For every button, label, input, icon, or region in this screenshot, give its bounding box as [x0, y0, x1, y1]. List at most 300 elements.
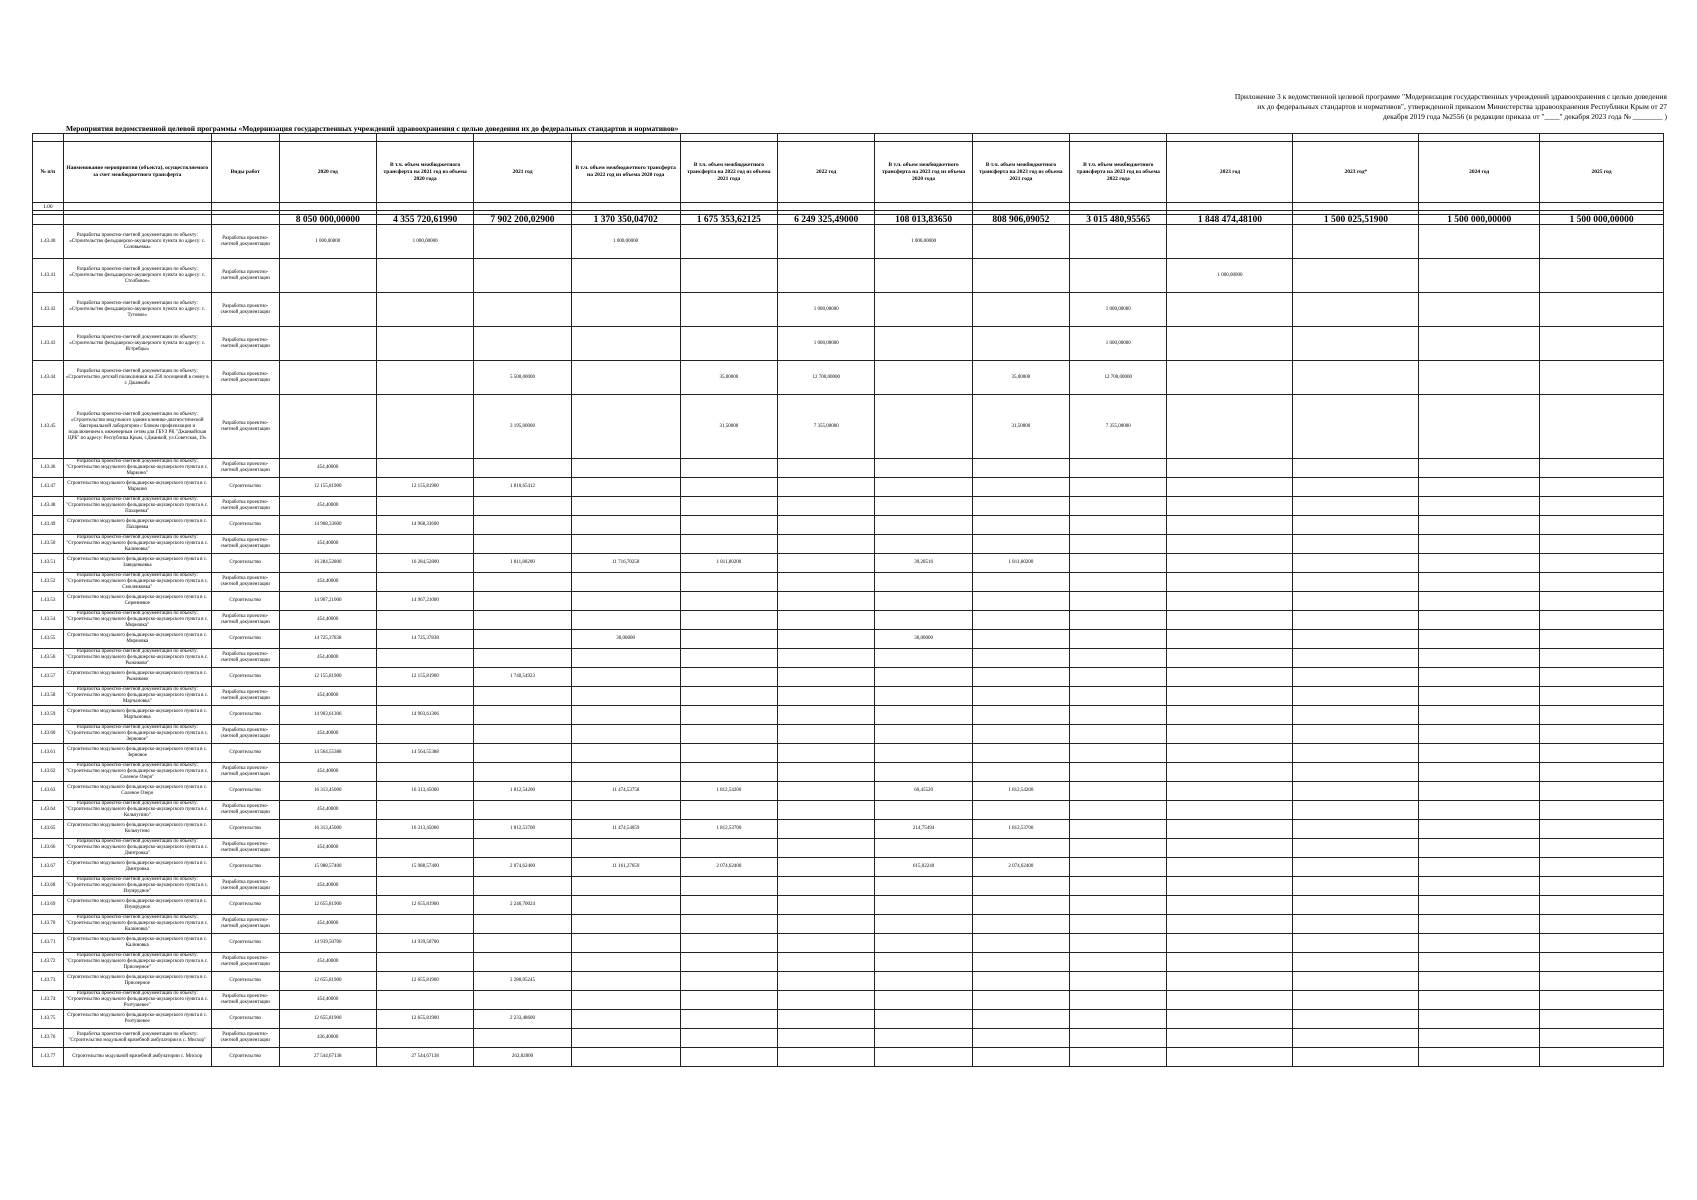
amount-cell: 12 700,00000: [1070, 361, 1167, 395]
amount-cell: [1419, 293, 1540, 327]
amount-cell: [1293, 839, 1419, 858]
amount-cell: 14 903,61306: [376, 706, 473, 725]
amount-cell: [875, 1029, 972, 1048]
row-number: 1.43.67: [33, 858, 64, 877]
appendix-note-line: декабря 2019 года №2556 (в редакции приказа от "____" декабря 2023 года № ________ ): [1382, 112, 1667, 121]
amount-cell: [1419, 1048, 1540, 1067]
amount-cell: [875, 953, 972, 972]
empty-cell: [875, 134, 972, 142]
amount-cell: [972, 592, 1069, 611]
empty-cell: [1167, 134, 1293, 142]
amount-cell: [1419, 630, 1540, 649]
row-number: 1.43.69: [33, 896, 64, 915]
amount-cell: [778, 592, 875, 611]
amount-cell: [972, 953, 1069, 972]
amount-cell: 454,40000: [279, 915, 376, 934]
column-header: В т.ч. объем межбюджетного трансферта на 2021 год из объема 2020 года: [376, 142, 473, 203]
amount-cell: [972, 801, 1069, 820]
amount-cell: [571, 1048, 680, 1067]
amount-cell: [680, 763, 777, 782]
amount-cell: [474, 630, 571, 649]
amount-cell: [778, 1048, 875, 1067]
empty-cell: [680, 134, 777, 142]
amount-cell: [1540, 630, 1664, 649]
amount-cell: [1419, 934, 1540, 953]
amount-cell: [778, 782, 875, 801]
amount-cell: [1540, 293, 1664, 327]
row-number: 1.43.59: [33, 706, 64, 725]
amount-cell: [1293, 877, 1419, 896]
amount-cell: [376, 991, 473, 1010]
row-number: 1.43.53: [33, 592, 64, 611]
amount-cell: [680, 915, 777, 934]
amount-cell: [474, 649, 571, 668]
work-type: Разработка проектно-сметной документации: [211, 497, 279, 516]
column-header: 2023 год*: [1293, 142, 1419, 203]
amount-cell: [1293, 744, 1419, 763]
totals-row: [33, 215, 1664, 225]
amount-cell: [778, 820, 875, 839]
row-number: 1.43.74: [33, 991, 64, 1010]
amount-cell: [1419, 858, 1540, 877]
amount-cell: [1419, 896, 1540, 915]
amount-cell: [474, 801, 571, 820]
measure-name: Разработка проектно-сметной документации по объекту: «Строительство детской поликлиники на 250 посещений в смену в г. Джанкой»: [63, 361, 211, 395]
amount-cell: [1419, 953, 1540, 972]
amount-cell: [1167, 725, 1293, 744]
table-row: [33, 497, 1664, 516]
total-value: 808 906,09052: [972, 215, 1069, 225]
amount-cell: 5 500,00000: [474, 361, 571, 395]
amount-cell: [1540, 934, 1664, 953]
amount-cell: 454,40000: [279, 801, 376, 820]
amount-cell: 454,40000: [279, 497, 376, 516]
empty-cell: [279, 203, 376, 211]
measure-name: Разработка проектно-сметной документации по объекту: «Строительство фельдшерско-акушерского пункта по адресу: с. Столбовое»: [63, 259, 211, 293]
amount-cell: [1419, 1010, 1540, 1029]
amount-cell: 30,00000: [875, 630, 972, 649]
amount-cell: [778, 1010, 875, 1029]
amount-cell: [571, 934, 680, 953]
amount-cell: [680, 1048, 777, 1067]
amount-cell: [1293, 573, 1419, 592]
amount-cell: 14 725,37838: [279, 630, 376, 649]
table-row: [33, 259, 1664, 293]
amount-cell: [1070, 225, 1167, 259]
amount-cell: 1 811,80200: [474, 554, 571, 573]
amount-cell: [1419, 535, 1540, 554]
table-row: [33, 225, 1664, 259]
amount-cell: [1419, 1029, 1540, 1048]
amount-cell: 60,45520: [875, 782, 972, 801]
amount-cell: [1167, 801, 1293, 820]
amount-cell: [1419, 820, 1540, 839]
empty-cell: [571, 134, 680, 142]
amount-cell: [1070, 896, 1167, 915]
row-number: 1.43.50: [33, 535, 64, 554]
amount-cell: [875, 293, 972, 327]
table-row: [33, 744, 1664, 763]
amount-cell: [376, 497, 473, 516]
column-header: 2021 год: [474, 142, 571, 203]
work-type: Строительство: [211, 1048, 279, 1067]
amount-cell: [1167, 293, 1293, 327]
amount-cell: [1293, 516, 1419, 535]
total-value: 6 249 325,49000: [778, 215, 875, 225]
amount-cell: [279, 361, 376, 395]
amount-cell: [571, 687, 680, 706]
amount-cell: [571, 668, 680, 687]
amount-cell: [1167, 934, 1293, 953]
amount-cell: 11 161,27659: [571, 858, 680, 877]
measure-name: Строительство модульного фельдшерско-акушерского пункта в с. Дмитровка: [63, 858, 211, 877]
amount-cell: [376, 361, 473, 395]
amount-cell: [1167, 225, 1293, 259]
amount-cell: [1293, 649, 1419, 668]
amount-cell: [1070, 1010, 1167, 1029]
amount-cell: [1419, 991, 1540, 1010]
amount-cell: 1 812,54200: [972, 782, 1069, 801]
amount-cell: [571, 592, 680, 611]
table-row: [33, 327, 1664, 361]
amount-cell: 7 355,00000: [778, 395, 875, 459]
amount-cell: [1419, 259, 1540, 293]
amount-cell: 3 195,00000: [474, 395, 571, 459]
row-number: 1.43.75: [33, 1010, 64, 1029]
amount-cell: [1167, 327, 1293, 361]
amount-cell: [1419, 459, 1540, 478]
amount-cell: [1293, 535, 1419, 554]
amount-cell: [571, 1029, 680, 1048]
amount-cell: [778, 953, 875, 972]
amount-cell: [1167, 535, 1293, 554]
table-header-row: [33, 142, 1664, 203]
measure-name: Разработка проектно-сметной документации по объекту: "Строительство модульного фельдшерско-акушерского пункта в с. Изумрудное": [63, 877, 211, 896]
amount-cell: [1293, 706, 1419, 725]
amount-cell: [1540, 706, 1664, 725]
amount-cell: 11 716,70258: [571, 554, 680, 573]
amount-cell: [571, 259, 680, 293]
amount-cell: [778, 611, 875, 630]
amount-cell: [1167, 744, 1293, 763]
amount-cell: [376, 915, 473, 934]
amount-cell: 14 903,61306: [279, 706, 376, 725]
amount-cell: [1419, 573, 1540, 592]
amount-cell: 16 284,52800: [279, 554, 376, 573]
amount-cell: [972, 687, 1069, 706]
empty-cell: [376, 134, 473, 142]
amount-cell: [680, 896, 777, 915]
amount-cell: [1293, 611, 1419, 630]
row-number: 1.43.65: [33, 820, 64, 839]
amount-cell: 12 655,81900: [376, 972, 473, 991]
amount-cell: [1293, 1048, 1419, 1067]
amount-cell: [972, 649, 1069, 668]
amount-cell: [474, 592, 571, 611]
amount-cell: [875, 395, 972, 459]
amount-cell: [1419, 839, 1540, 858]
amount-cell: [376, 953, 473, 972]
work-type: Разработка проектно-сметной документации: [211, 725, 279, 744]
amount-cell: 1 812,53700: [680, 820, 777, 839]
amount-cell: [1167, 478, 1293, 497]
measure-name: Разработка проектно-сметной документации по объекту: "Строительство модульного фельдшерско-акушерского пункта в с. Пахаревка": [63, 497, 211, 516]
amount-cell: [1070, 459, 1167, 478]
amount-cell: 14 967,21000: [376, 592, 473, 611]
amount-cell: 1 000,00000: [1167, 259, 1293, 293]
amount-cell: 1 812,54200: [474, 782, 571, 801]
amount-cell: [1070, 915, 1167, 934]
amount-cell: [875, 516, 972, 535]
row-number: 1.43.57: [33, 668, 64, 687]
appendix-note: [1187, 92, 1667, 122]
work-type: Разработка проектно-сметной документации: [211, 611, 279, 630]
amount-cell: [778, 554, 875, 573]
amount-cell: [1419, 668, 1540, 687]
empty-cell: [1070, 203, 1167, 211]
table-row: [33, 782, 1664, 801]
amount-cell: [1167, 573, 1293, 592]
empty-cell: [778, 134, 875, 142]
amount-cell: 1 811,80200: [972, 554, 1069, 573]
measure-name: Строительство модульного фельдшерско-акушерского пункта в с. Мартыновка: [63, 706, 211, 725]
amount-cell: 1 000,00000: [571, 225, 680, 259]
table-row: [33, 361, 1664, 395]
amount-cell: 14 968,33600: [279, 516, 376, 535]
amount-cell: 12 155,81900: [376, 668, 473, 687]
amount-cell: 12 155,81900: [279, 668, 376, 687]
table-row: [33, 1010, 1664, 1029]
table-row: [33, 915, 1664, 934]
table-row: [33, 478, 1664, 497]
amount-cell: [972, 630, 1069, 649]
amount-cell: [1293, 668, 1419, 687]
empty-cell: [1540, 203, 1664, 211]
amount-cell: [1293, 991, 1419, 1010]
amount-cell: [1293, 361, 1419, 395]
work-type: Строительство: [211, 706, 279, 725]
empty-cell: [33, 215, 64, 225]
empty-cell: [376, 203, 473, 211]
work-type: Разработка проектно-сметной документации: [211, 953, 279, 972]
amount-cell: [571, 763, 680, 782]
amount-cell: [474, 687, 571, 706]
empty-cell: [474, 203, 571, 211]
work-type: Разработка проектно-сметной документации: [211, 877, 279, 896]
amount-cell: [1293, 782, 1419, 801]
amount-cell: [571, 915, 680, 934]
amount-cell: 30,00000: [571, 630, 680, 649]
amount-cell: [1419, 225, 1540, 259]
appendix-note-line: Приложение 3 к ведомственной целевой программе "Модернизация государственных учреждений здравоохранения с целью доведения: [1234, 92, 1667, 101]
amount-cell: [875, 801, 972, 820]
amount-cell: [1167, 706, 1293, 725]
amount-cell: [474, 725, 571, 744]
amount-cell: [1167, 953, 1293, 972]
amount-cell: [875, 459, 972, 478]
amount-cell: [571, 877, 680, 896]
row-number: 1.43.56: [33, 649, 64, 668]
amount-cell: [875, 877, 972, 896]
amount-cell: [1070, 497, 1167, 516]
amount-cell: [1540, 782, 1664, 801]
measure-name: Строительство модульного фельдшерско-акушерского пункта в с. Соленое Озеро: [63, 782, 211, 801]
work-type: Разработка проектно-сметной документации: [211, 535, 279, 554]
amount-cell: [778, 630, 875, 649]
table-row: [33, 706, 1664, 725]
empty-cell: [474, 134, 571, 142]
amount-cell: [1293, 630, 1419, 649]
amount-cell: [571, 516, 680, 535]
amount-cell: [1419, 744, 1540, 763]
column-header: 2025 год: [1540, 142, 1664, 203]
amount-cell: [1070, 706, 1167, 725]
amount-cell: [571, 801, 680, 820]
amount-cell: [875, 478, 972, 497]
amount-cell: [680, 668, 777, 687]
amount-cell: [778, 915, 875, 934]
amount-cell: [778, 706, 875, 725]
amount-cell: [474, 497, 571, 516]
amount-cell: [972, 1048, 1069, 1067]
measure-name: Разработка проектно-сметной документации по объекту: «Строительство фельдшерско-акушерского пункта по адресу: с. Тутовое»: [63, 293, 211, 327]
amount-cell: [474, 535, 571, 554]
amount-cell: [680, 516, 777, 535]
amount-cell: [1540, 225, 1664, 259]
amount-cell: 12 155,81900: [279, 478, 376, 497]
amount-cell: 2 246,70024: [474, 896, 571, 915]
total-value: 1 500 000,00000: [1419, 215, 1540, 225]
measure-name: Разработка проектно-сметной документации по объекту: "Строительство модульного фельдшерско-акушерского пункта в с. Рыжиково": [63, 649, 211, 668]
amount-cell: [1070, 991, 1167, 1010]
table-row: [33, 395, 1664, 459]
amount-cell: 1 812,53700: [972, 820, 1069, 839]
amount-cell: [680, 459, 777, 478]
amount-cell: 454,40000: [279, 953, 376, 972]
amount-cell: [1419, 915, 1540, 934]
work-type: Разработка проектно-сметной документации: [211, 225, 279, 259]
empty-cell: [211, 134, 279, 142]
work-type: Строительство: [211, 820, 279, 839]
amount-cell: [680, 497, 777, 516]
amount-cell: [376, 877, 473, 896]
amount-cell: [680, 649, 777, 668]
amount-cell: [474, 877, 571, 896]
work-type: Строительство: [211, 972, 279, 991]
amount-cell: [1167, 972, 1293, 991]
table-row: [33, 953, 1664, 972]
amount-cell: [376, 259, 473, 293]
measure-name: Строительство модульного фельдшерско-акушерского пункта в с. Маркино: [63, 478, 211, 497]
work-type: Разработка проектно-сметной документации: [211, 259, 279, 293]
amount-cell: [680, 535, 777, 554]
amount-cell: [680, 592, 777, 611]
amount-cell: 14 939,50700: [279, 934, 376, 953]
amount-cell: [1167, 915, 1293, 934]
amount-cell: 14 967,21000: [279, 592, 376, 611]
amount-cell: [875, 991, 972, 1010]
amount-cell: 454,40000: [279, 763, 376, 782]
amount-cell: 2 074,62400: [474, 858, 571, 877]
amount-cell: [778, 225, 875, 259]
amount-cell: [680, 225, 777, 259]
amount-cell: [778, 858, 875, 877]
amount-cell: 14 725,37838: [376, 630, 473, 649]
amount-cell: 454,40000: [279, 459, 376, 478]
amount-cell: [279, 259, 376, 293]
amount-cell: [972, 763, 1069, 782]
column-header: 2023 год: [1167, 142, 1293, 203]
work-type: Разработка проектно-сметной документации: [211, 839, 279, 858]
amount-cell: [1419, 395, 1540, 459]
amount-cell: [1167, 649, 1293, 668]
amount-cell: [972, 516, 1069, 535]
amount-cell: 12 655,81900: [279, 972, 376, 991]
measure-name: Разработка проектно-сметной документации по объекту: «Строительство фельдшерско-акушерского пункта по адресу: с. Ястребцы»: [63, 327, 211, 361]
total-value: 8 050 000,00000: [279, 215, 376, 225]
amount-cell: [875, 915, 972, 934]
amount-cell: [972, 611, 1069, 630]
amount-cell: 12 655,81900: [376, 1010, 473, 1029]
amount-cell: [778, 744, 875, 763]
amount-cell: [571, 478, 680, 497]
amount-cell: 16 313,45000: [376, 782, 473, 801]
amount-cell: [778, 516, 875, 535]
amount-cell: [680, 725, 777, 744]
amount-cell: [1070, 763, 1167, 782]
amount-cell: [1419, 478, 1540, 497]
amount-cell: [571, 293, 680, 327]
measure-name: Разработка проектно-сметной документации по объекту: "Строительство модульного фельдшерско-акушерского пункта в с. Дмитровка": [63, 839, 211, 858]
row-number: 1.43.64: [33, 801, 64, 820]
amount-cell: 14 564,55388: [376, 744, 473, 763]
empty-cell: [1419, 203, 1540, 211]
amount-cell: [474, 915, 571, 934]
amount-cell: [1540, 611, 1664, 630]
amount-cell: [1070, 630, 1167, 649]
work-type: Разработка проектно-сметной документации: [211, 293, 279, 327]
amount-cell: 12 655,81900: [279, 1010, 376, 1029]
amount-cell: 454,40000: [279, 839, 376, 858]
work-type: Разработка проектно-сметной документации: [211, 915, 279, 934]
amount-cell: [875, 327, 972, 361]
work-type: Разработка проектно-сметной документации: [211, 459, 279, 478]
amount-cell: 454,40000: [279, 535, 376, 554]
amount-cell: [972, 706, 1069, 725]
amount-cell: [1419, 687, 1540, 706]
amount-cell: [1293, 459, 1419, 478]
amount-cell: [1419, 516, 1540, 535]
total-value: 4 355 720,61990: [376, 215, 473, 225]
amount-cell: 12 655,81900: [279, 896, 376, 915]
row-number: 1.43.42: [33, 293, 64, 327]
total-value: 1 500 025,51900: [1293, 215, 1419, 225]
amount-cell: [1540, 915, 1664, 934]
amount-cell: [1070, 877, 1167, 896]
amount-cell: [376, 801, 473, 820]
amount-cell: 1 000,00000: [778, 293, 875, 327]
column-header: В т.ч. объем межбюджетного трансферта на 2023 год из объема 2021 года: [972, 142, 1069, 203]
amount-cell: [376, 535, 473, 554]
row-number: 1.43.61: [33, 744, 64, 763]
empty-cell: [972, 134, 1069, 142]
table-row: [33, 858, 1664, 877]
amount-cell: 16 284,52800: [376, 554, 473, 573]
amount-cell: [1167, 820, 1293, 839]
amount-cell: [972, 259, 1069, 293]
empty-cell: [1293, 203, 1419, 211]
empty-cell: [63, 203, 211, 211]
